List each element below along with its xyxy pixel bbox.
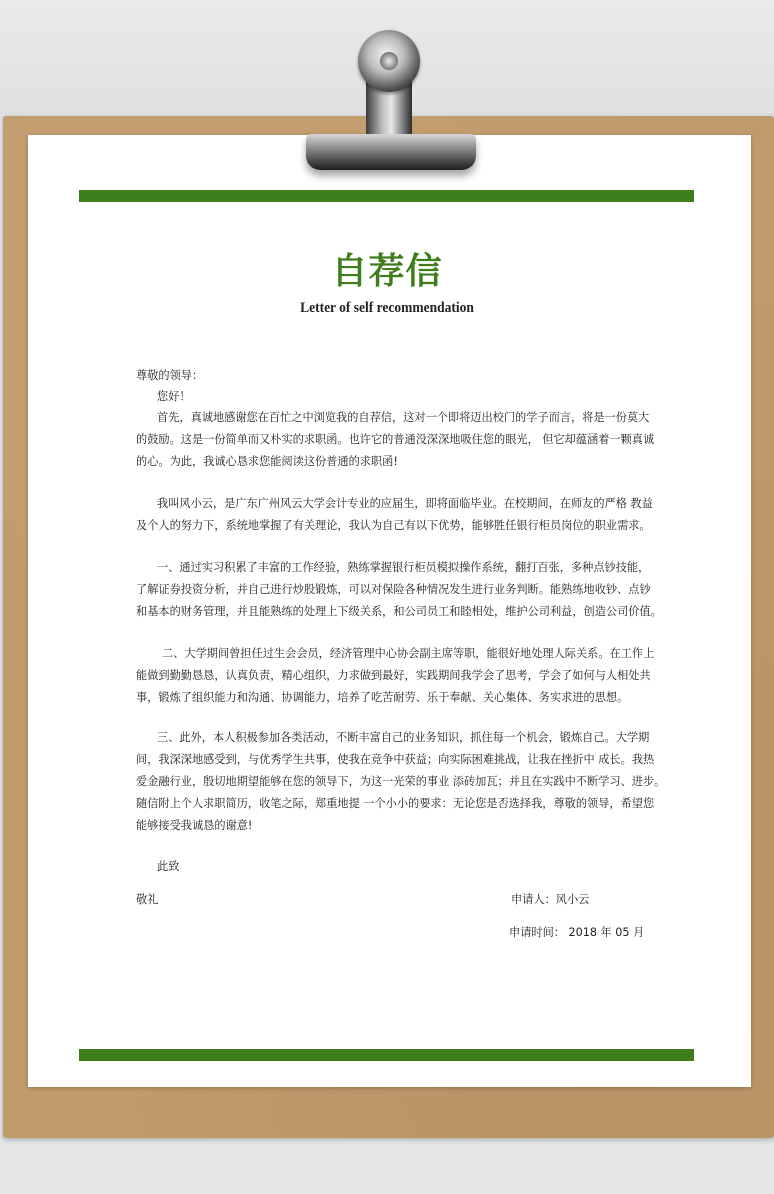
paragraph-5-line: 随信附上个人求职简历，收笔之际，郑重地提 一个小小的要求：无论您是否选择我，尊敬的领导，希望您 bbox=[136, 797, 655, 810]
closing-line-1: 此致 bbox=[157, 860, 180, 873]
greeting: 您好！ bbox=[157, 390, 191, 403]
paragraph-3-line: 了解证券投资分析，并自己进行炒股锻炼，可以对保险各种情况发生进行业务判断。能熟练地收钞、点钞 bbox=[136, 583, 651, 596]
paragraph-1-line: 的心。为此，我诚心恳求您能阅读这份普通的求职函! bbox=[136, 455, 398, 468]
paragraph-1-line: 的鼓励。这是一份简单而又朴实的求职函。也许它的普通没深深地吸住您的眼光， 但它却蕴涵着一颗真诚 bbox=[136, 433, 655, 446]
closing-line-2: 敬礼 bbox=[136, 893, 159, 906]
paragraph-3-line: 一、通过实习积累了丰富的工作经验，熟练掌握银行柜员模拟操作系统，翻打百张，多种点钞技能， bbox=[157, 561, 650, 574]
application-date: 申请时间： 2018 年 05 月 bbox=[509, 926, 645, 939]
paragraph-4-line: 二、大学期间曾担任过生会会员，经济管理中心协会副主席等职，能很好地处理人际关系。在工作上 bbox=[162, 647, 655, 660]
paragraph-1-line: 首先，真诚地感谢您在百忙之中浏览我的自荐信，这对一个即将迈出校门的学子而言，将是一份莫大 bbox=[157, 411, 650, 424]
applicant-name: 申请人：风小云 bbox=[511, 893, 590, 906]
salutation: 尊敬的领导： bbox=[136, 369, 204, 382]
top-accent-bar bbox=[79, 190, 694, 202]
paragraph-5-line: 间，我深深地感受到，与优秀学生共事，使我在竞争中获益；向实际困难挑战，让我在挫折中 成长。我热 bbox=[136, 753, 655, 766]
paragraph-5-line: 能够接受我诚恳的谢意! bbox=[136, 819, 253, 832]
binder-clip-icon bbox=[290, 22, 490, 182]
paragraph-4-line: 能做到勤勤恳恳，认真负责，精心组织，力求做到最好，实践期间我学会了思考，学会了如何与人相处共 bbox=[136, 669, 651, 682]
paragraph-2-line: 我叫风小云，是广东广州风云大学会计专业的应届生，即将面临毕业。在校期间，在师友的严格 教益 bbox=[157, 497, 653, 510]
paragraph-5-line: 三、此外，本人积极参加各类活动，不断丰富自己的业务知识，抓住每一个机会，锻炼自己。大学期 bbox=[157, 731, 650, 744]
letter-title: 自荐信 bbox=[331, 251, 443, 292]
paragraph-3-line: 和基本的财务管理，并且能熟练的处理上下级关系，和公司员工和睦相处，维护公司利益，创造公司价值。 bbox=[136, 605, 662, 618]
bottom-accent-bar bbox=[79, 1049, 694, 1061]
paragraph-2-line: 及个人的努力下，系统地掌握了有关理论，我认为自己有以下优势，能够胜任银行柜员岗位的职业需求。 bbox=[136, 519, 651, 532]
paragraph-4-line: 事，锻炼了组织能力和沟通、协调能力，培养了吃苦耐劳、乐于奉献、关心集体、务实求进的思想。 bbox=[136, 691, 629, 704]
letter-subtitle: Letter of self recommendation bbox=[300, 300, 474, 316]
paragraph-5-line: 爱金融行业，殷切地期望能够在您的领导下，为这一光荣的事业 添砖加瓦；并且在实践中不断学习、进步。 bbox=[136, 775, 666, 788]
